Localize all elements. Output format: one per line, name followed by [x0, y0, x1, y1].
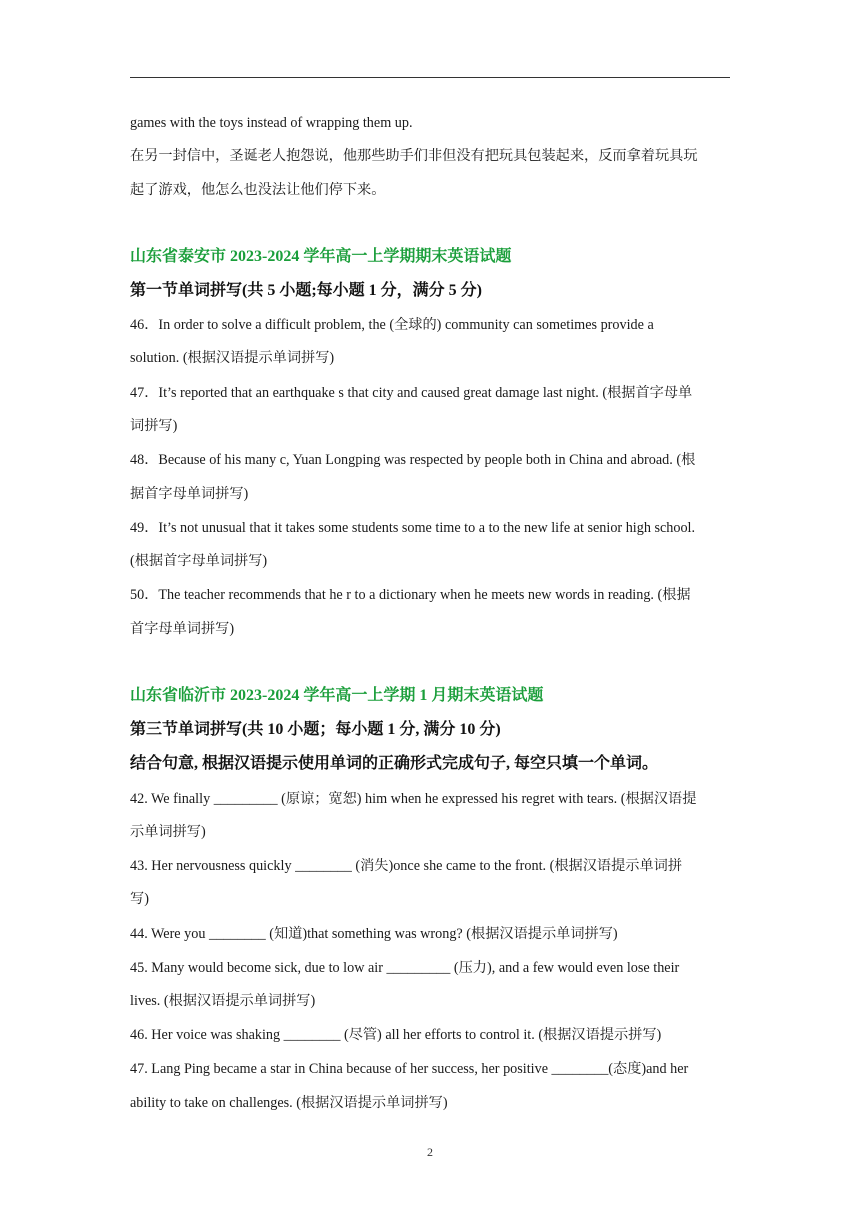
page-number: 2: [427, 1145, 433, 1159]
question-line: 示单词拼写): [130, 824, 206, 840]
question-line: 50．The teacher recommends that he r to a dictionary when he meets new words in reading. (根据: [130, 587, 691, 603]
question-line: 44. Were you ________ (知道)that something was wrong? (根据汉语提示单词拼写): [130, 926, 618, 942]
question-line: 42. We finally _________ (原谅；宽恕) him when he expressed his regret with tears. (根据汉语提: [130, 791, 697, 807]
question-line: 48．Because of his many c, Yuan Longping was respected by people both in China and abroad. (根: [130, 452, 696, 468]
question-line: (根据首字母单词拼写): [130, 553, 268, 569]
question-line: 46．In order to solve a difficult problem, the (全球的) community can sometimes provide a: [130, 317, 654, 333]
continuation-english: games with the toys instead of wrapping them up.: [130, 115, 413, 131]
question-line: 49．It’s not unusual that it takes some students some time to a to the new life at senior high school.: [130, 520, 696, 536]
question-line: 47. Lang Ping became a star in China because of her success, her positive ________(态度)and her: [130, 1061, 689, 1077]
continuation-chinese-2: 起了游戏，他怎么也没法让他们停下来。: [130, 182, 386, 198]
question-line: 45. Many would become sick, due to low air _________ (压力), and a few would even lose their: [130, 960, 680, 976]
question-line: 47．It’s reported that an earthquake s that city and caused great damage last night. (根据首字母单: [130, 385, 693, 401]
question-line: 词拼写): [130, 418, 178, 434]
section1-title: 山东省泰安市 2023-2024 学年高一上学期期末英语试题: [130, 248, 512, 265]
header-rule: [130, 77, 730, 78]
question-line: 首字母单词拼写): [130, 621, 235, 637]
section2-subtitle: 第三节单词拼写(共 10 小题；每小题 1 分, 满分 10 分): [130, 721, 501, 738]
section1-subtitle: 第一节单词拼写(共 5 小题;每小题 1 分，满分 5 分): [130, 282, 482, 299]
question-line: 写): [130, 891, 149, 907]
question-line: lives. (根据汉语提示单词拼写): [130, 993, 316, 1009]
section2-title: 山东省临沂市 2023-2024 学年高一上学期 1 月期末英语试题: [130, 687, 544, 704]
question-line: 46. Her voice was shaking ________ (尽管) all her efforts to control it. (根据汉语提示拼写): [130, 1027, 662, 1043]
question-line: solution. (根据汉语提示单词拼写): [130, 350, 335, 366]
question-line: 据首字母单词拼写): [130, 486, 249, 502]
continuation-chinese-1: 在另一封信中，圣诞老人抱怨说，他那些助手们非但没有把玩具包装起来，反而拿着玩具玩: [130, 148, 698, 164]
section2-instruction: 结合句意, 根据汉语提示使用单词的正确形式完成句子, 每空只填一个单词。: [130, 755, 659, 772]
question-line: ability to take on challenges. (根据汉语提示单词拼写): [130, 1095, 448, 1111]
question-line: 43. Her nervousness quickly ________ (消失)once she came to the front. (根据汉语提示单词拼: [130, 858, 683, 874]
